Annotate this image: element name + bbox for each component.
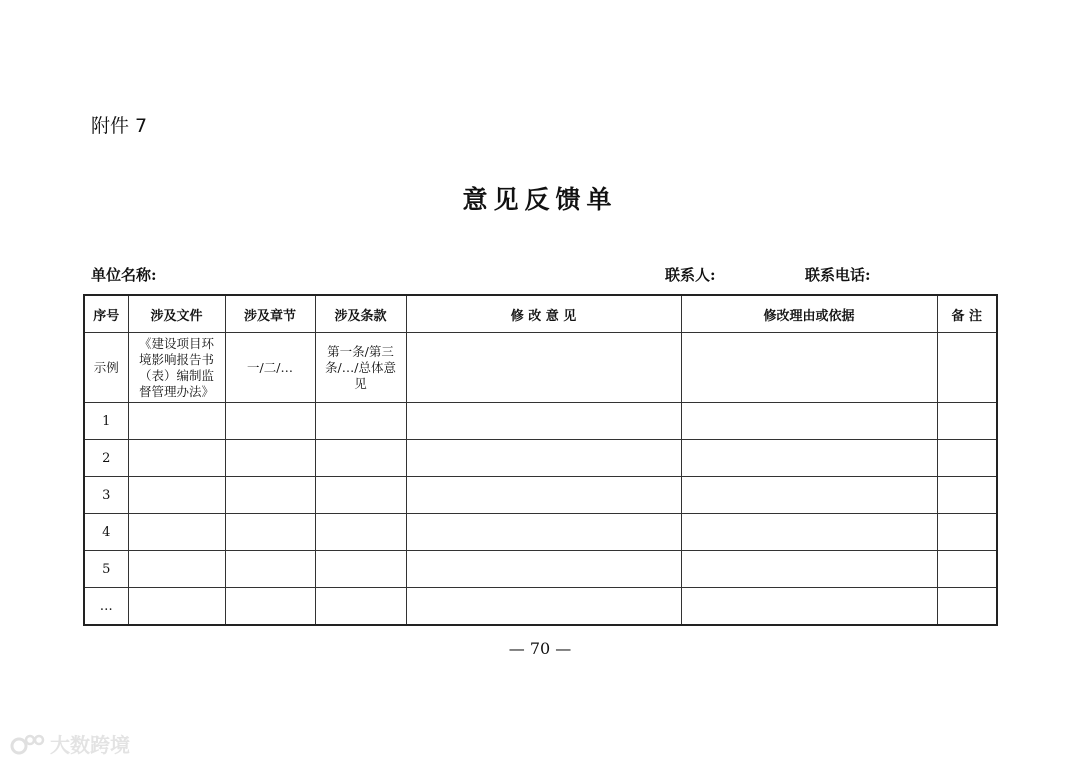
table-row bbox=[84, 403, 997, 440]
header-opinion: 修 改 意 见 bbox=[406, 295, 681, 333]
opinion-cell[interactable] bbox=[406, 440, 681, 477]
document-cell[interactable] bbox=[128, 440, 225, 477]
document-cell[interactable] bbox=[128, 477, 225, 514]
example-index: 示例 bbox=[84, 333, 128, 403]
clause-cell[interactable] bbox=[315, 514, 406, 551]
remark-cell[interactable] bbox=[937, 551, 997, 588]
row-index: 4 bbox=[84, 514, 128, 551]
table-row bbox=[84, 588, 997, 626]
unit-name-label: 单位名称: bbox=[91, 266, 157, 284]
brand-logo-icon bbox=[10, 732, 46, 756]
document-cell[interactable] bbox=[128, 551, 225, 588]
clause-cell[interactable] bbox=[315, 588, 406, 626]
chapter-cell[interactable] bbox=[225, 514, 315, 551]
table-row bbox=[84, 477, 997, 514]
reason-cell[interactable] bbox=[681, 588, 937, 626]
clause-cell[interactable] bbox=[315, 477, 406, 514]
remark-cell[interactable] bbox=[937, 403, 997, 440]
remark-cell[interactable] bbox=[937, 514, 997, 551]
example-opinion-cell[interactable] bbox=[406, 333, 681, 403]
opinion-cell[interactable] bbox=[406, 588, 681, 626]
example-reason-cell[interactable] bbox=[681, 333, 937, 403]
example-document-text: 《建设项目环境影响报告书（表）编制监督管理办法》 bbox=[138, 335, 214, 399]
document-cell[interactable] bbox=[128, 403, 225, 440]
reason-cell[interactable] bbox=[681, 403, 937, 440]
row-index: … bbox=[84, 588, 128, 626]
row-index: 5 bbox=[84, 551, 128, 588]
example-document bbox=[128, 333, 225, 403]
watermark bbox=[10, 729, 130, 758]
row-index: 3 bbox=[84, 477, 128, 514]
chapter-cell[interactable] bbox=[225, 477, 315, 514]
feedback-table bbox=[83, 294, 998, 626]
chapter-cell[interactable] bbox=[225, 403, 315, 440]
phone-label: 联系电话: bbox=[805, 266, 871, 284]
page-title: 意见反馈单 bbox=[462, 185, 618, 214]
header-remark: 备 注 bbox=[937, 295, 997, 333]
header-chapter: 涉及章节 bbox=[225, 295, 315, 333]
reason-cell[interactable] bbox=[681, 440, 937, 477]
chapter-cell[interactable] bbox=[225, 551, 315, 588]
example-row bbox=[84, 333, 997, 403]
header-clause: 涉及条款 bbox=[315, 295, 406, 333]
remark-cell[interactable] bbox=[937, 477, 997, 514]
attachment-label: 附件 7 bbox=[91, 115, 148, 137]
page-number: — 70 — bbox=[508, 639, 572, 658]
clause-cell[interactable] bbox=[315, 440, 406, 477]
opinion-cell[interactable] bbox=[406, 551, 681, 588]
row-index: 2 bbox=[84, 440, 128, 477]
header-index: 序号 bbox=[84, 295, 128, 333]
watermark-text: 大数跨境 bbox=[50, 733, 130, 757]
chapter-cell[interactable] bbox=[225, 440, 315, 477]
opinion-cell[interactable] bbox=[406, 403, 681, 440]
example-chapter: 一/二/… bbox=[225, 333, 315, 403]
opinion-cell[interactable] bbox=[406, 477, 681, 514]
document-cell[interactable] bbox=[128, 514, 225, 551]
remark-cell[interactable] bbox=[937, 588, 997, 626]
reason-cell[interactable] bbox=[681, 551, 937, 588]
clause-cell[interactable] bbox=[315, 403, 406, 440]
reason-cell[interactable] bbox=[681, 514, 937, 551]
header-reason: 修改理由或依据 bbox=[681, 295, 937, 333]
reason-cell[interactable] bbox=[681, 477, 937, 514]
example-remark-cell[interactable] bbox=[937, 333, 997, 403]
chapter-cell[interactable] bbox=[225, 588, 315, 626]
contact-label: 联系人: bbox=[665, 266, 716, 284]
header-document: 涉及文件 bbox=[128, 295, 225, 333]
opinion-cell[interactable] bbox=[406, 514, 681, 551]
clause-cell[interactable] bbox=[315, 551, 406, 588]
example-clause bbox=[315, 333, 406, 403]
table-row bbox=[84, 514, 997, 551]
document-cell[interactable] bbox=[128, 588, 225, 626]
row-index: 1 bbox=[84, 403, 128, 440]
table-row bbox=[84, 551, 997, 588]
example-clause-text: 第一条/第三条/…/总体意见 bbox=[325, 343, 396, 391]
table-row bbox=[84, 440, 997, 477]
remark-cell[interactable] bbox=[937, 440, 997, 477]
table-header-row bbox=[84, 295, 997, 333]
